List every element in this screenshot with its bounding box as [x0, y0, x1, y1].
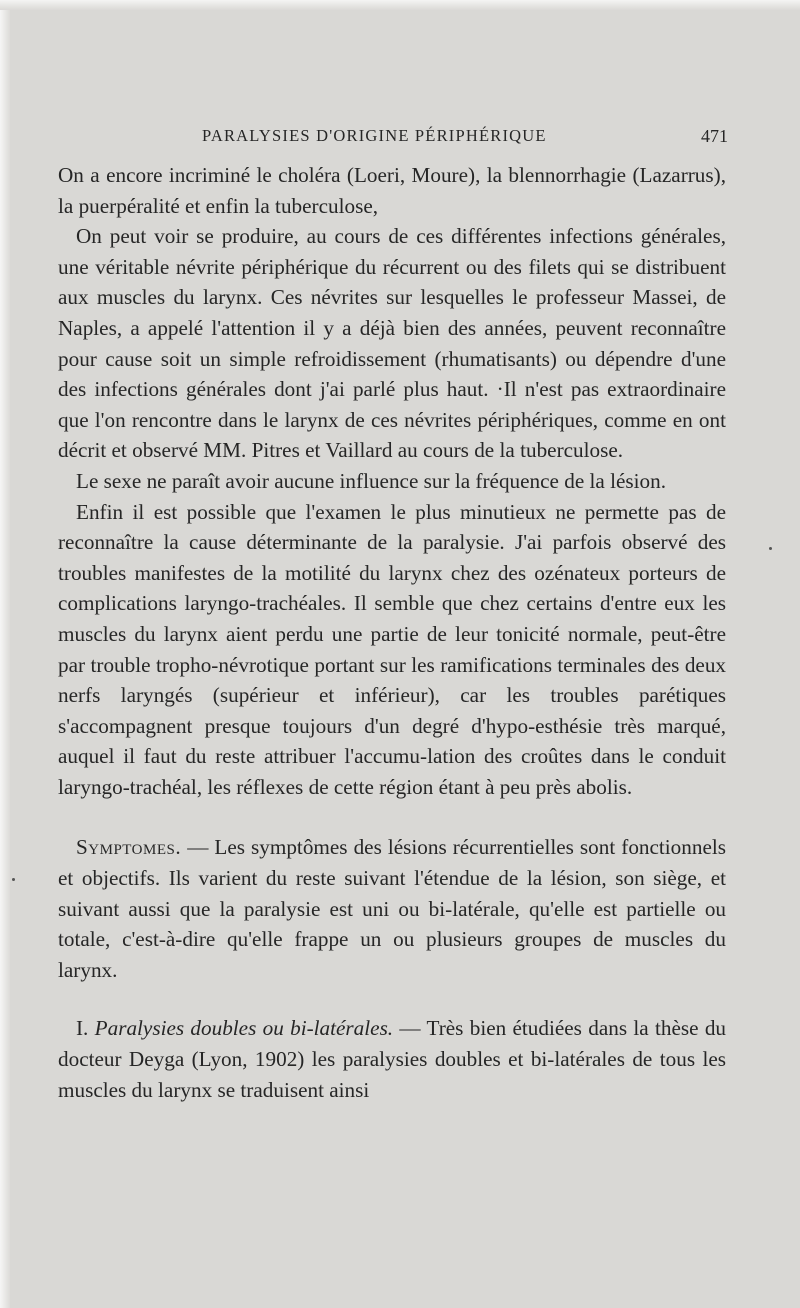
text-line: névrites sur lesquelles le professeur Massei, de Naples, a appelé	[58, 285, 727, 340]
text-line: (Lazarrus), la puerpéralité et enfin la tuberculose,	[58, 163, 726, 218]
text-line: bi-latérale, qu'elle est partielle ou totale, c'est-à-dire qu'elle	[58, 896, 727, 952]
text-line: d'une des infections générales dont j'ai parlé plus haut. ·Il n'est	[58, 346, 726, 402]
paragraph-section-one	[58, 1013, 726, 1105]
text-line: Enfin il est possible que l'examen le plus minutieux ne permette	[76, 499, 659, 524]
scan-speck	[769, 547, 772, 550]
section-number: I.	[76, 1016, 89, 1041]
paragraph-enfin	[58, 497, 726, 803]
symptomes-heading: Symptomes.	[76, 835, 182, 860]
text-line: Vaillard au cours de la tuberculose.	[325, 438, 624, 463]
text-line: périphériques, comme en ont décrit et observé MM. Pitres et	[58, 407, 727, 463]
text-line: l'attention il y a déjà bien des années, peuvent reconnaître pour	[58, 315, 726, 371]
paragraph-sexe	[58, 466, 726, 497]
section-title: Paralysies doubles ou bi-latérales.	[94, 1016, 394, 1041]
scan-speck	[12, 878, 15, 881]
paragraph-causes	[58, 160, 726, 221]
scan-top-edge	[0, 0, 800, 10]
text-line: cause soit un simple refroidissement (rhumatisants) ou dépendre	[105, 346, 673, 371]
running-header	[58, 124, 726, 160]
text-line: pas extraordinaire que l'on rencontre dans le larynx de ces névrites	[58, 377, 727, 432]
book-page	[58, 124, 726, 1254]
scan-left-edge	[0, 0, 10, 1308]
text-line: Il semble que chez certains d'entre eux les muscles du larynx	[58, 591, 727, 646]
symptomes-dash: —	[181, 835, 215, 860]
section-first-line: — Très bien étudiées	[393, 1016, 582, 1041]
text-line: parfois observé des troubles manifestes de la motilité du larynx	[58, 530, 727, 585]
section-spacer	[58, 802, 726, 832]
page-number: 471	[701, 126, 728, 146]
text-line: et bi-latérales de tous les muscles du larynx se traduisent ainsi	[58, 1047, 726, 1102]
text-line: lésion.	[610, 468, 667, 493]
text-line: trouble tropho-névrotique portant sur les ramifications terminales	[90, 652, 646, 677]
text-line: fonctionnels et objectifs. Ils varient du reste suivant l'étendue de	[58, 835, 727, 891]
text-line: On a encore incriminé le choléra (Loeri, Moure), la blennorrhagie	[58, 163, 627, 187]
text-line: parétiques s'accompagnent presque toujours d'un degré d'hypo-	[58, 683, 727, 738]
text-line: aient perdu une partie de leur tonicité normale, peut-être par	[58, 621, 727, 677]
text-line: de cette région étant à peu près abolis.	[308, 774, 633, 799]
text-line: pas de reconnaître la cause déterminante de la paralysie. J'ai	[58, 499, 727, 555]
paragraph-symptomes	[58, 832, 726, 985]
text-line: On peut voir se produire, au cours de ces différentes infections	[76, 224, 633, 249]
text-line: frappe un ou plusieurs groupes de muscles du larynx.	[58, 927, 726, 982]
text-line: ou des filets qui se distribuent aux muscles du larynx. Ces	[58, 254, 726, 310]
paragraph-nevrites	[58, 221, 726, 466]
symptomes-first-line: Les symptômes des lésions récurrentielles sont	[214, 835, 616, 860]
text-line: la lésion, son siège, et suivant aussi que la paralysie est uni ou	[58, 866, 726, 921]
text-line: lation des croûtes dans le conduit laryngo-trachéal, les réflexes	[58, 744, 727, 799]
text-line: esthésie très marqué, auquel il faut du reste attribuer l'accumu-	[58, 713, 727, 769]
text-line: chez des ozénateux porteurs de complications laryngo-trachéales.	[58, 560, 726, 616]
text-line: Le sexe ne paraît avoir aucune influence sur la fréquence de la	[76, 468, 605, 493]
section-spacer	[58, 985, 726, 1013]
text-line: générales, une véritable névrite périphérique du récurrent	[58, 224, 726, 279]
running-title: PARALYSIES D'ORIGINE PÉRIPHÉRIQUE	[202, 126, 547, 145]
text-line: dans la thèse du docteur Deyga (Lyon, 1902) les paralysies doubles	[58, 1016, 727, 1072]
text-line: des deux nerfs laryngés (supérieur et inférieur), car les troubles	[58, 652, 727, 708]
